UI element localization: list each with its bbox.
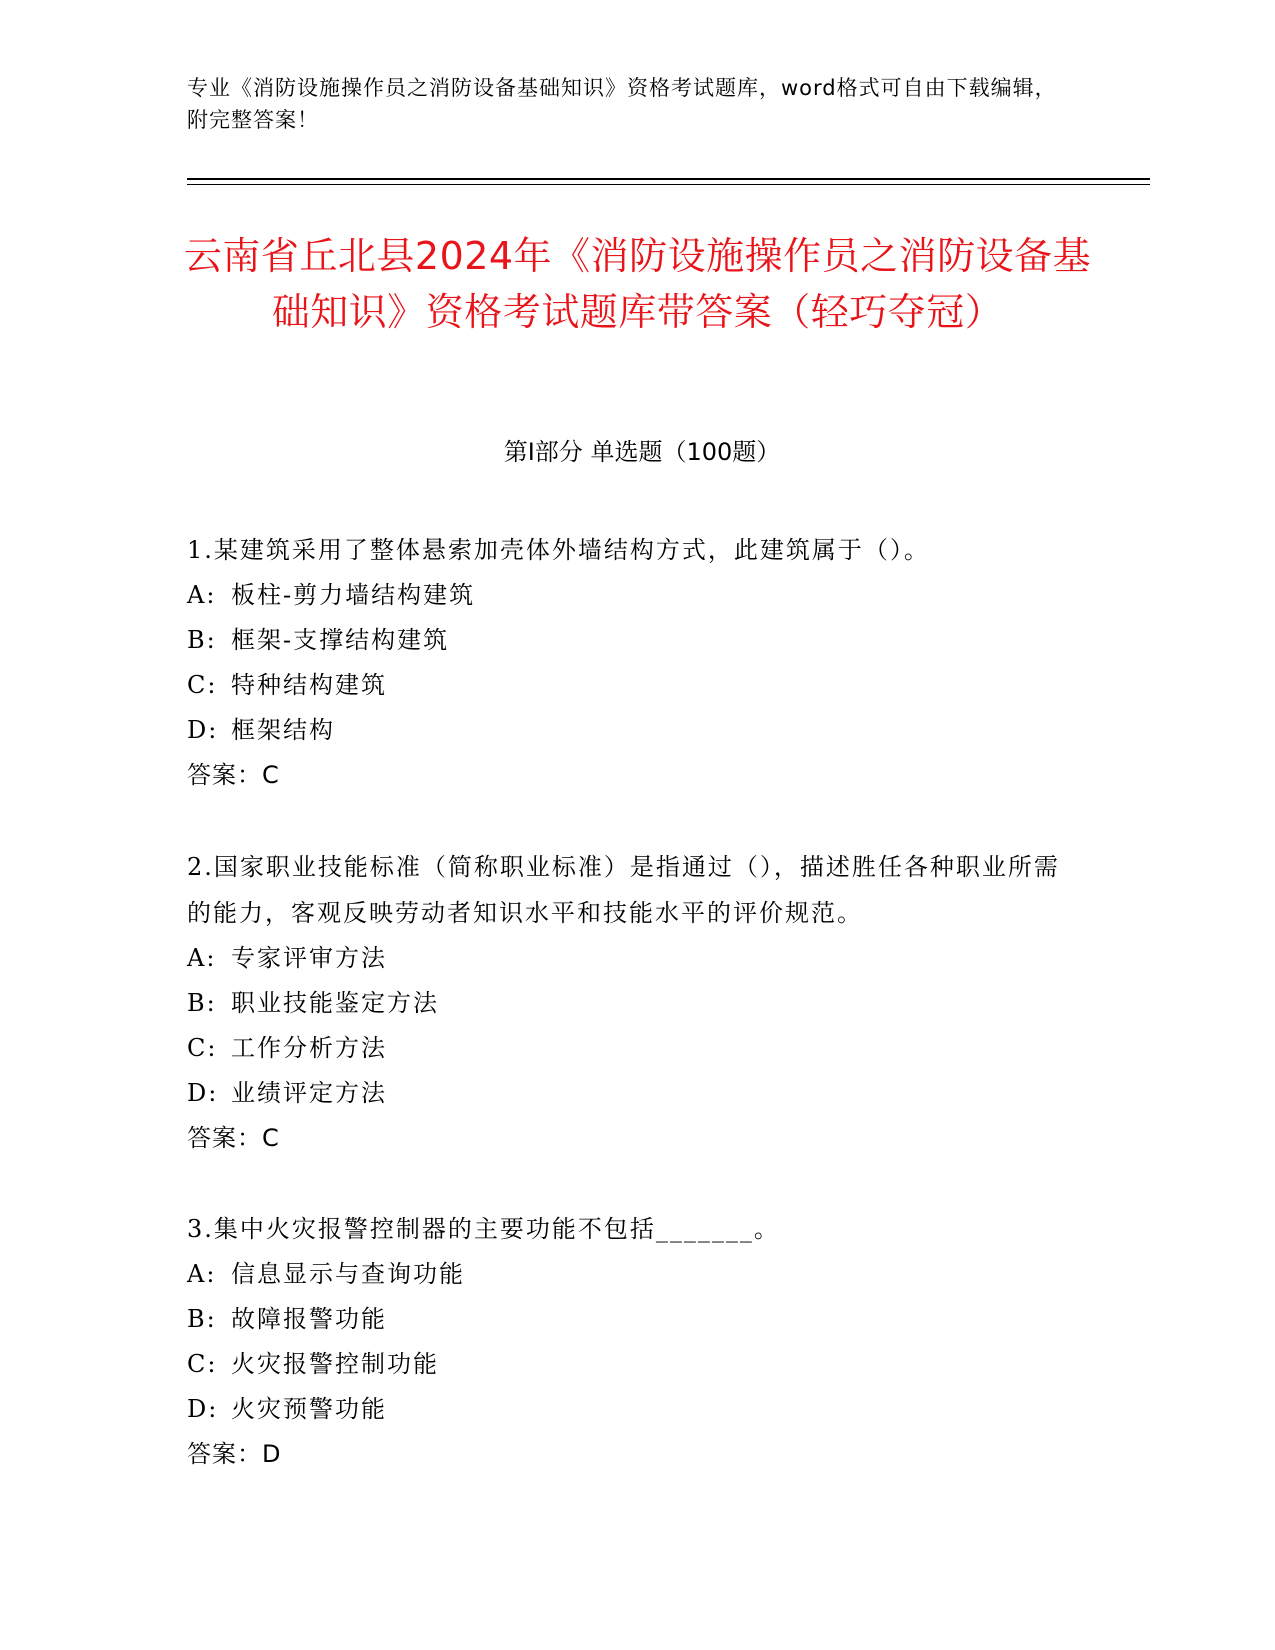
option-text: 业绩评定方法 bbox=[231, 1079, 387, 1107]
option-d bbox=[187, 708, 1067, 753]
option-b bbox=[187, 1297, 1067, 1342]
option-c bbox=[187, 1342, 1067, 1387]
option-b bbox=[187, 981, 1067, 1026]
question-stem: 2.国家职业技能标准（简称职业标准）是指通过（），描述胜任各种职业所需的能力，客观反映劳动者知识水平和技能水平的评价规范。 bbox=[187, 853, 1060, 927]
option-key: A: bbox=[187, 1260, 217, 1288]
question-3 bbox=[187, 1207, 1067, 1477]
header-divider-thin bbox=[187, 184, 1150, 185]
question-stem: 1.某建筑采用了整体悬索加壳体外墙结构方式，此建筑属于（）。 bbox=[187, 536, 930, 564]
option-key: C: bbox=[187, 671, 218, 699]
header-note: 专业《消防设施操作员之消防设备基础知识》资格考试题库，word格式可自由下载编辑，附完整答案！ bbox=[187, 76, 1057, 132]
option-key: C: bbox=[187, 1350, 218, 1378]
question-list bbox=[187, 528, 1067, 1523]
section-heading: 第Ⅰ部分 单选题（100题） bbox=[503, 438, 781, 466]
option-d bbox=[187, 1387, 1067, 1432]
question-stem: 3.集中火灾报警控制器的主要功能不包括_______。 bbox=[187, 1215, 780, 1243]
option-text: 故障报警功能 bbox=[231, 1305, 387, 1333]
option-key: B: bbox=[187, 626, 217, 654]
option-key: D: bbox=[187, 1395, 219, 1423]
option-text: 板柱-剪力墙结构建筑 bbox=[231, 581, 476, 609]
option-text: 框架结构 bbox=[231, 716, 335, 744]
option-d bbox=[187, 1071, 1067, 1116]
option-text: 特种结构建筑 bbox=[231, 671, 387, 699]
option-text: 专家评审方法 bbox=[231, 944, 387, 972]
option-key: A: bbox=[187, 944, 217, 972]
option-a bbox=[187, 573, 1067, 618]
document-title: 云南省丘北县2024年《消防设施操作员之消防设备基础知识》资格考试题库带答案（轻巧夺冠） bbox=[183, 234, 1092, 334]
option-a bbox=[187, 1252, 1067, 1297]
option-a bbox=[187, 936, 1067, 981]
option-c bbox=[187, 663, 1067, 708]
option-text: 工作分析方法 bbox=[231, 1034, 387, 1062]
answer-line: 答案：D bbox=[187, 1440, 282, 1468]
option-text: 火灾预警功能 bbox=[231, 1395, 387, 1423]
option-key: A: bbox=[187, 581, 217, 609]
option-text: 火灾报警控制功能 bbox=[231, 1350, 439, 1378]
header-divider-thick bbox=[187, 178, 1150, 180]
answer-line: 答案：C bbox=[187, 761, 280, 789]
option-key: B: bbox=[187, 1305, 217, 1333]
option-text: 框架-支撑结构建筑 bbox=[231, 626, 450, 654]
option-key: D: bbox=[187, 716, 219, 744]
option-key: B: bbox=[187, 989, 217, 1017]
option-key: D: bbox=[187, 1079, 219, 1107]
option-text: 职业技能鉴定方法 bbox=[231, 989, 439, 1017]
question-1 bbox=[187, 528, 1067, 798]
option-b bbox=[187, 618, 1067, 663]
option-c bbox=[187, 1026, 1067, 1071]
answer-line: 答案：C bbox=[187, 1124, 280, 1152]
option-key: C: bbox=[187, 1034, 218, 1062]
option-text: 信息显示与查询功能 bbox=[231, 1260, 465, 1288]
question-2 bbox=[187, 844, 1067, 1161]
